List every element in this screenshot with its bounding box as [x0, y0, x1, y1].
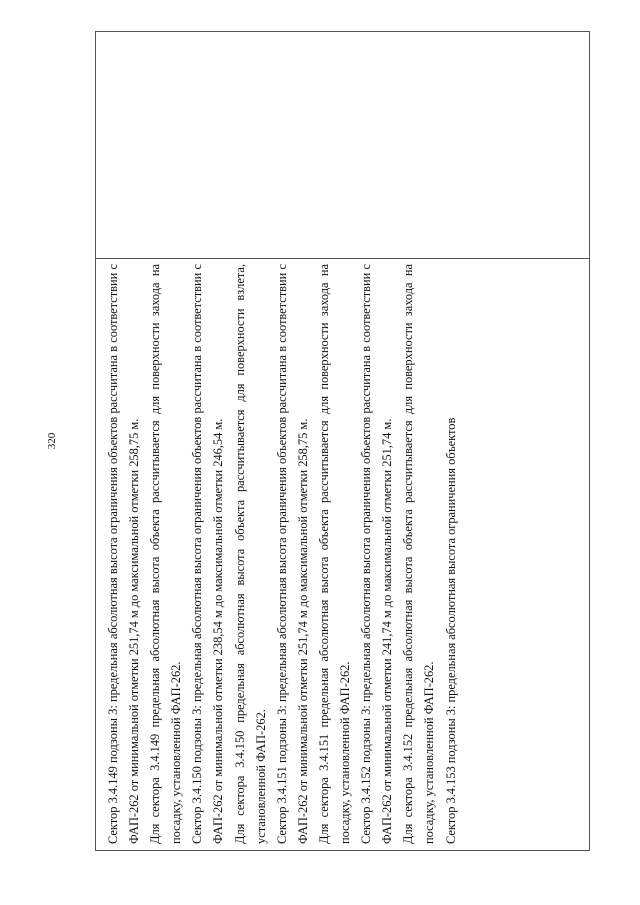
- paragraph: Сектор 3.4.149 подзоны 3: предельная абсолютная высота ограничения объектов рассчитана в соответствии с ФАП-262 от минимальной отметки 251,74 м до максимальной отметки 258,75 м.: [106, 264, 142, 844]
- paragraph: Сектор 3.4.152 подзоны 3: предельная абсолютная высота ограничения объектов рассчитана в соответствии с ФАП-262 от минимальной отметки 241,74 м до максимальной отметки 251,74 м.: [359, 264, 395, 844]
- paragraph: Сектор 3.4.150 подзоны 3: предельная абсолютная высота ограничения объектов рассчитана в соответствии с ФАП-262 от минимальной отметки 238,54 м до максимальной отметки 246,54 м.: [190, 264, 226, 844]
- table-frame: [95, 31, 590, 851]
- rotated-text-cell: [101, 264, 581, 844]
- page-number-text: 320: [46, 432, 58, 450]
- paragraph: Сектор 3.4.151 подзоны 3: предельная абсолютная высота ограничения объектов рассчитана в соответствии с ФАП-262 от минимальной отметки 251,74 м до максимальной отметки 258,75 м.: [274, 264, 310, 844]
- paragraph: Для сектора 3.4.152 предельная абсолютная высота объекта рассчитывается для поверхности захода на посадку, установленной ФАП-262.: [401, 264, 437, 844]
- text-block: [101, 264, 462, 844]
- paragraph: Для сектора 3.4.150 предельная абсолютная высота объекта рассчитывается для поверхности взлета, установленной ФАП-262.: [232, 264, 268, 844]
- paragraph: Для сектора 3.4.151 предельная абсолютная высота объекта рассчитывается для поверхности захода на посадку, установленной ФАП-262.: [316, 264, 353, 844]
- paragraph: Сектор 3.4.153 подзоны 3: предельная абсолютная высота ограничения объектов: [443, 417, 458, 844]
- paragraph: Для сектора 3.4.149 предельная абсолютная высота объекта рассчитывается для поверхности захода на посадку, установленной ФАП-262.: [148, 264, 184, 844]
- table-divider: [96, 258, 589, 259]
